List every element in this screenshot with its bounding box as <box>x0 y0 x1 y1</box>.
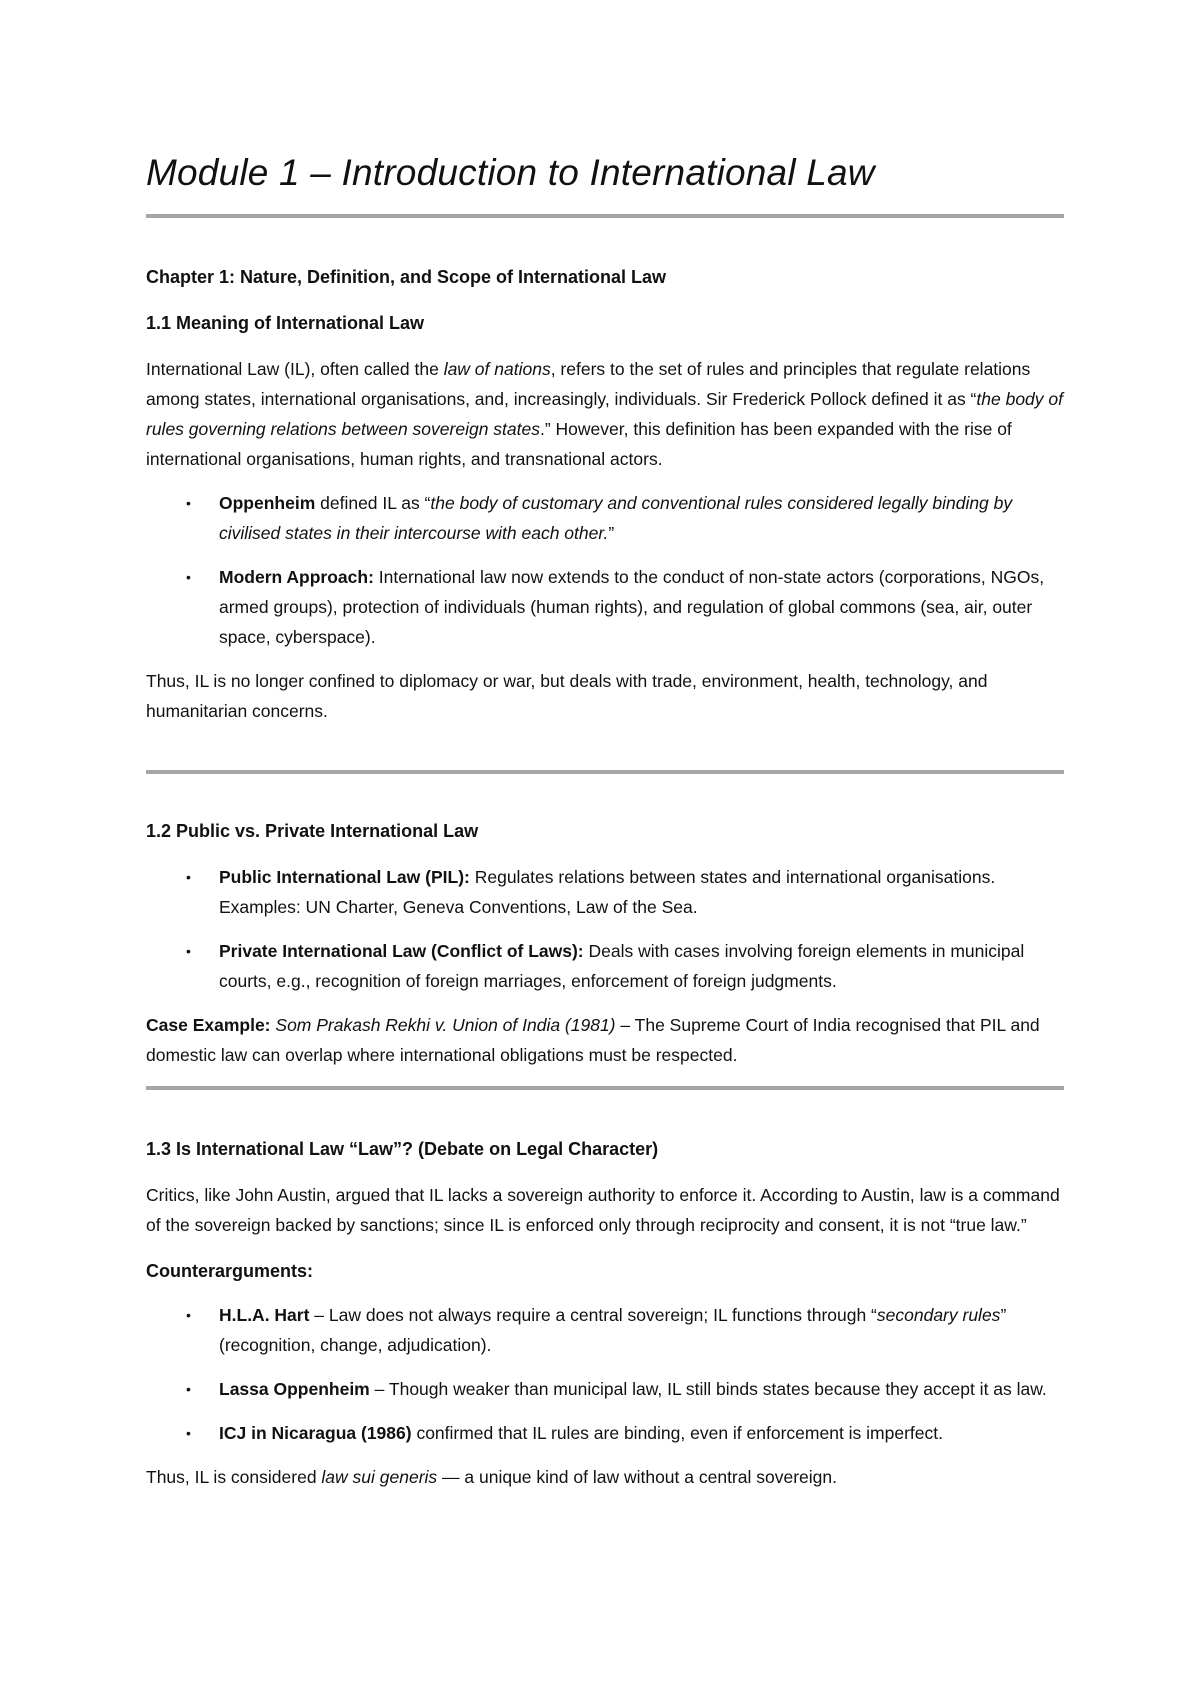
emphasis: law sui generis <box>321 1467 438 1487</box>
bold-term: Oppenheim <box>219 493 316 513</box>
bullet-icon: • <box>186 869 191 885</box>
bold-term: Modern Approach: <box>219 567 374 587</box>
subheading: Counterarguments: <box>146 1261 314 1281</box>
bold-term: ICJ in Nicaragua (1986) <box>219 1423 412 1443</box>
section-1-1 <box>146 262 1064 726</box>
bullet-list <box>146 488 1064 652</box>
chapter-heading: Chapter 1: Nature, Definition, and Scope of International Law <box>146 267 667 287</box>
divider <box>146 1086 1064 1090</box>
list-item <box>146 1418 1064 1448</box>
text-run: .” However, this definition has been expanded with the rise of international organisations, human rights, and transnational actors. <box>146 419 1012 469</box>
text-run: , refers to the set of rules and principles that regulate relations among states, international organisations, and, increasingly, individuals. Sir Frederick Pollock defined it as “ <box>146 359 1031 409</box>
paragraph: Thus, IL is no longer confined to diplomacy or war, but deals with trade, environment, health, technology, and humanitarian concerns. <box>146 671 988 721</box>
section-1-3 <box>146 1134 1064 1492</box>
section-1-2 <box>146 816 1064 1070</box>
list-item <box>146 936 1064 996</box>
text-run: – Though weaker than municipal law, IL still binds states because they accept it as law. <box>369 1379 1047 1399</box>
text-run: Regulates relations between states and international organisations. Examples: UN Charter, Geneva Conventions, Law of the Sea. <box>219 867 996 917</box>
divider <box>146 770 1064 774</box>
bullet-icon: • <box>186 495 191 511</box>
paragraph: Critics, like John Austin, argued that IL lacks a sovereign authority to enforce it. According to Austin, law is a command of the sovereign backed by sanctions; since IL is enforced only through reciprocity and consent, it is not “true law.” <box>146 1185 1060 1235</box>
paragraph <box>146 1462 1064 1492</box>
text-run: Thus, IL is considered <box>146 1467 322 1487</box>
section-heading: 1.2 Public vs. Private International Law <box>146 821 479 841</box>
bullet-icon: • <box>186 1307 191 1323</box>
text-run: Deals with cases involving foreign elements in municipal courts, e.g., recognition of foreign marriages, enforcement of foreign judgments. <box>219 941 1025 991</box>
list-item <box>146 488 1064 548</box>
paragraph <box>146 354 1064 474</box>
emphasis: the body of customary and conventional rules considered legally binding by civilised states in their intercourse with each other. <box>219 493 1013 543</box>
list-item <box>146 862 1064 922</box>
bold-term: Case Example: <box>146 1015 271 1035</box>
text-run: – The Supreme Court of India recognised that PIL and domestic law can overlap where international obligations must be respected. <box>146 1015 1040 1065</box>
bold-term: H.L.A. Hart <box>219 1305 310 1325</box>
bullet-icon: • <box>186 1425 191 1441</box>
emphasis: law of nations <box>443 359 551 379</box>
list-item <box>146 562 1064 652</box>
emphasis: secondary rules <box>876 1305 1001 1325</box>
bullet-list <box>146 1300 1064 1448</box>
text-run: International Law (IL), often called the <box>146 359 444 379</box>
emphasis: the body of rules governing relations between sovereign states <box>146 389 1063 439</box>
text-run: International law now extends to the conduct of non-state actors (corporations, NGOs, armed groups), protection of individuals (human rights), and regulation of global commons (sea, air, outer space, cyberspace). <box>219 567 1045 647</box>
bullet-icon: • <box>186 569 191 585</box>
bullet-icon: • <box>186 943 191 959</box>
text-run: ” <box>608 523 615 543</box>
text-run: defined IL as “ <box>315 493 431 513</box>
text-run: ” (recognition, change, adjudication). <box>219 1305 1007 1355</box>
case-example <box>146 1010 1064 1070</box>
list-item <box>146 1374 1064 1404</box>
section-heading: 1.1 Meaning of International Law <box>146 313 425 333</box>
bullet-list <box>146 862 1064 996</box>
bold-term: Public International Law (PIL): <box>219 867 470 887</box>
section-heading: 1.3 Is International Law “Law”? (Debate on Legal Character) <box>146 1139 659 1159</box>
list-item <box>146 1300 1064 1360</box>
text-run: — a unique kind of law without a central sovereign. <box>437 1467 837 1487</box>
divider <box>146 214 1064 218</box>
bold-term: Private International Law (Conflict of Laws): <box>219 941 584 961</box>
text-run: – Law does not always require a central sovereign; IL functions through “ <box>309 1305 877 1325</box>
bullet-icon: • <box>186 1381 191 1397</box>
bold-term: Lassa Oppenheim <box>219 1379 370 1399</box>
text-run: confirmed that IL rules are binding, even if enforcement is imperfect. <box>411 1423 943 1443</box>
page-title: Module 1 – Introduction to International Law <box>146 152 875 193</box>
case-citation: Som Prakash Rekhi v. Union of India (1981) <box>275 1015 616 1035</box>
